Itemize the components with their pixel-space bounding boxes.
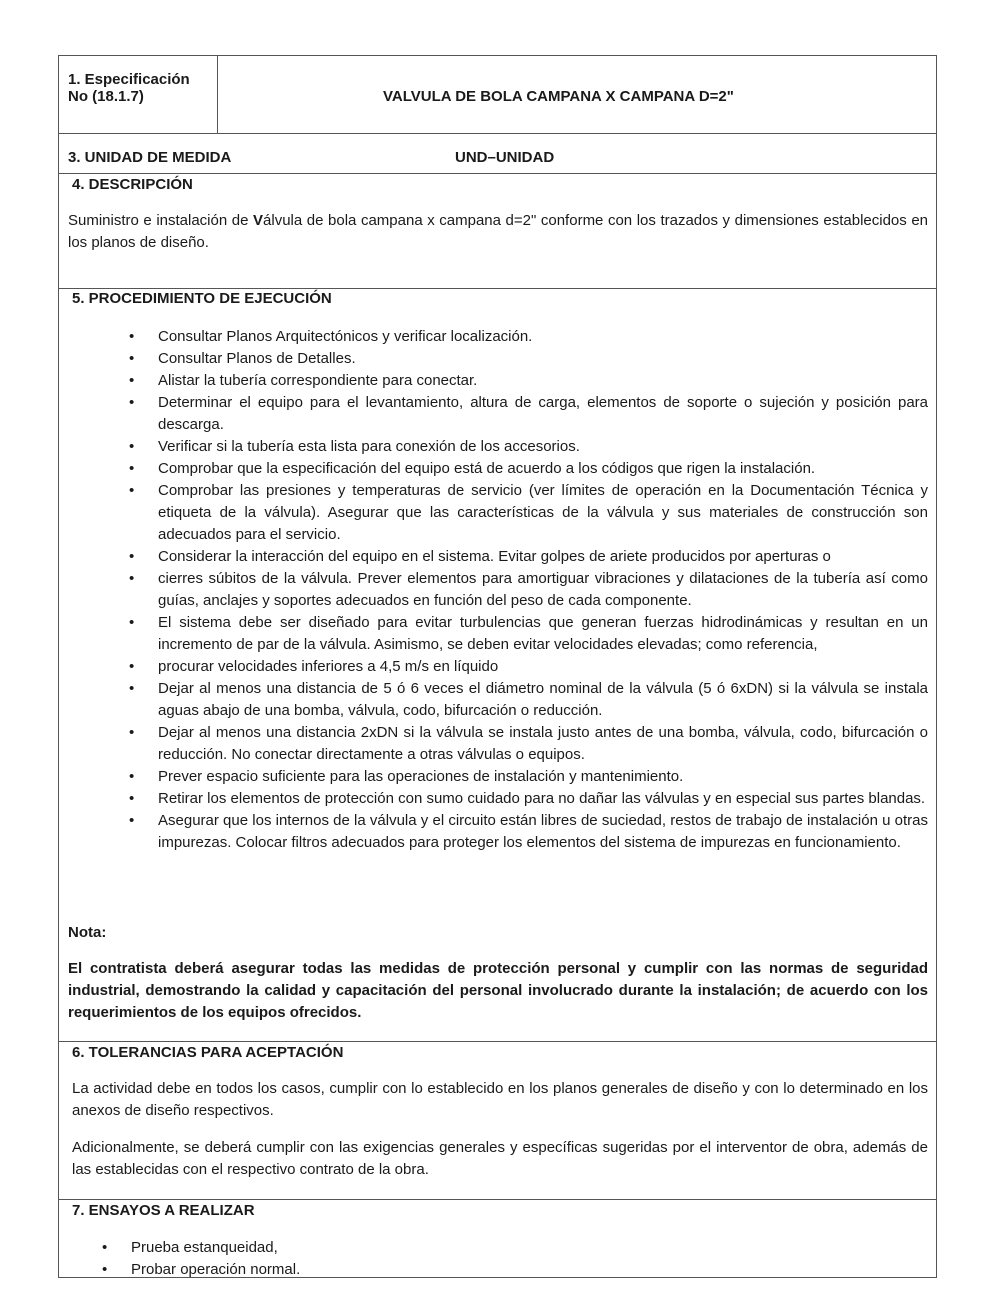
tests-list: [131, 1237, 921, 1281]
list-item: • procurar velocidades inferiores a 4,5 m/s en líquido: [158, 656, 928, 678]
list-item: • Dejar al menos una distancia de 5 ó 6 veces el diámetro nominal de la válvula (5 ó 6xDN) si la válvula se instala aguas abajo de una bomba, válvula, codo, bifurcación o reducción.: [158, 678, 928, 722]
description-rest: álvula de bola campana x campana d=2" conforme con los trazados y dimensiones establecidos en los planos de diseño.: [68, 212, 929, 251]
procedure-heading: 5. PROCEDIMIENTO DE EJECUCIÓN: [72, 290, 332, 307]
list-item: • Prever espacio suficiente para las operaciones de instalación y mantenimiento.: [158, 766, 928, 788]
list-item: • Comprobar las presiones y temperaturas de servicio (ver límites de operación en la Documentación Técnica y etiqueta de la válvula). Asegurar que las características de la válvula y sus materiales de construcción son adecuados para el servicio.: [158, 480, 928, 546]
spec-label-line2: No (18.1.7): [68, 88, 144, 105]
list-item: • Prueba estanqueidad,: [131, 1237, 921, 1259]
description-heading: 4. DESCRIPCIÓN: [72, 176, 193, 193]
divider: [59, 173, 936, 174]
description-bold: V: [253, 212, 264, 229]
list-item: • cierres súbitos de la válvula. Prever elementos para amortiguar vibraciones y dilataciones de la tubería así como guías, anclajes y soportes adecuados en función del peso de cada componente.: [158, 568, 928, 612]
divider: [217, 56, 218, 133]
list-item: • Verificar si la tubería esta lista para conexión de los accesorios.: [158, 436, 928, 458]
list-item: • Consultar Planos de Detalles.: [158, 348, 928, 370]
divider: [59, 1041, 936, 1042]
procedure-list: [158, 326, 928, 854]
divider: [59, 1199, 936, 1200]
unit-value: UND–UNIDAD: [455, 149, 555, 166]
spec-label-line1: 1. Especificación: [68, 71, 190, 88]
description-text: [68, 210, 928, 254]
note-label: Nota:: [68, 924, 107, 941]
spec-number-label: [68, 71, 190, 105]
list-item: • Determinar el equipo para el levantamiento, altura de carga, elementos de soporte o sujeción y posición para descarga.: [158, 392, 928, 436]
list-item: • Dejar al menos una distancia 2xDN si la válvula se instala justo antes de una bomba, válvula, codo, bifurcación o reducción. No conectar directamente a otras válvulas o equipos.: [158, 722, 928, 766]
unit-label: 3. UNIDAD DE MEDIDA: [68, 149, 232, 166]
tests-heading: 7. ENSAYOS A REALIZAR: [72, 1202, 255, 1219]
list-item: • Consultar Planos Arquitectónicos y verificar localización.: [158, 326, 928, 348]
list-item: • Asegurar que los internos de la válvula y el circuito están libres de suciedad, restos de trabajo de instalación u otras impurezas. Colocar filtros adecuados para proteger los elementos del sistema de impurezas en funcionamiento.: [158, 810, 928, 854]
list-item: • Retirar los elementos de protección con sumo cuidado para no dañar las válvulas y en especial sus partes blandas.: [158, 788, 928, 810]
description-prefix: Suministro e instalación de: [68, 212, 254, 229]
list-item: • Comprobar que la especificación del equipo está de acuerdo a los códigos que rigen la instalación.: [158, 458, 928, 480]
list-item: • El sistema debe ser diseñado para evitar turbulencias que generan fuerzas hidrodinámicas y resultan en un incremento de par de la válvula. Asimismo, se deben evitar velocidades elevadas; como referencia,: [158, 612, 928, 656]
spec-title: VALVULA DE BOLA CAMPANA X CAMPANA D=2": [383, 88, 734, 105]
tolerances-paragraph-2: Adicionalmente, se deberá cumplir con las exigencias generales y específicas sugeridas por el interventor de obra, además de las establecidas con el respectivo contrato de la obra.: [72, 1139, 928, 1178]
tolerances-paragraph-1: La actividad debe en todos los casos, cumplir con lo establecido en los planos generales de diseño y con lo determinado en los anexos de diseño respectivos.: [72, 1080, 928, 1119]
note-text: El contratista deberá asegurar todas las medidas de protección personal y cumplir con las normas de seguridad industrial, demostrando la calidad y capacitación del personal involucrado durante la instalación; de acuerdo con los requerimientos de los equipos ofrecidos.: [68, 960, 928, 1021]
divider: [59, 133, 936, 134]
list-item: • Probar operación normal.: [131, 1259, 921, 1281]
list-item: • Alistar la tubería correspondiente para conectar.: [158, 370, 928, 392]
tolerances-heading: 6. TOLERANCIAS PARA ACEPTACIÓN: [72, 1044, 344, 1061]
list-item: • Considerar la interacción del equipo en el sistema. Evitar golpes de ariete producidos por aperturas o: [158, 546, 928, 568]
divider: [59, 288, 936, 289]
